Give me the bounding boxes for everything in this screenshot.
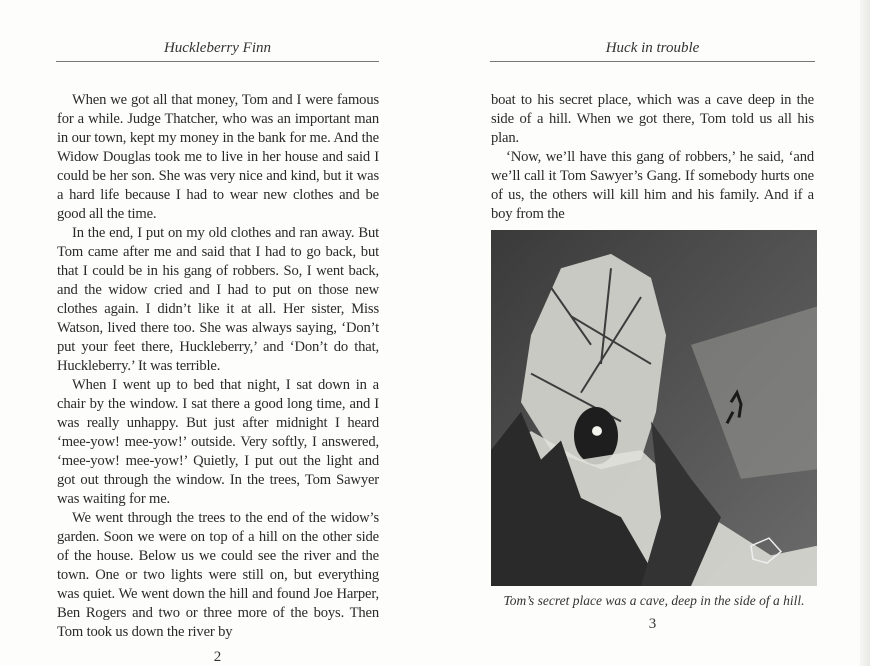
body-text — [57, 91, 379, 642]
running-head: Huckleberry Finn — [163, 40, 272, 56]
paragraph: We went through the trees to the end of the widow’s garden. Soon we were on top of a hill on the other side of the house. Below us we could see the river and the town. One or two lights were still on, but everything was quiet. We went down the hill and found Joe Harper, Ben Rogers and two or three more of the boys. Then Tom took us down the river by — [57, 510, 379, 640]
page-number: 2 — [213, 649, 222, 665]
right-page — [435, 0, 870, 666]
illustration-caption: Tom’s secret place was a cave, deep in the side of a hill. — [503, 593, 805, 608]
cave-illustration-image — [491, 230, 817, 586]
right-page-column — [491, 91, 817, 609]
header-rule — [56, 61, 379, 62]
paragraph: When I went up to bed that night, I sat down in a chair by the window. I sat there a good long time, and I was really unhappy. But just after midnight I heard ‘mee-yow! mee-yow!’ outside. Very softly, I answered, ‘mee-yow! mee-yow!’ Quietly, I put out the light and got out through the window. In the trees, Tom Sawyer was waiting for me. — [57, 377, 379, 507]
paragraph: boat to his secret place, which was a cave deep in the side of a hill. When we got there, Tom told us all his plan. — [491, 92, 814, 146]
torch-light — [592, 426, 602, 436]
running-head: Huck in trouble — [605, 40, 700, 56]
paragraph: When we got all that money, Tom and I were famous for a while. Judge Thatcher, who was an important man in our town, kept my money in the bank for me. And the Widow Douglas took me to live in her house and said I could be her son. She was very nice and kind, but it was a hard life because I had to wear new clothes and be good all the time. — [57, 92, 379, 222]
paragraph: ‘Now, we’ll have this gang of robbers,’ he said, ‘and we’ll call it Tom Sawyer’s Gang. If somebody hurts one of us, the others will kill him and his family. And if a boy from the — [491, 149, 814, 222]
page-edge — [860, 0, 870, 666]
illustration-cave — [491, 230, 817, 586]
page-number: 3 — [648, 616, 657, 632]
header-rule — [490, 61, 815, 62]
body-text — [491, 91, 814, 224]
paragraph: In the end, I put on my old clothes and ran away. But Tom came after me and said that I had to go back, but that I could be in his gang of robbers. So, I went back, and the widow cried and I had to put on those new clothes again. I didn’t like it at all. Her sister, Miss Watson, lived there too. She was always saying, ‘Don’t put your feet there, Huckleberry,’ and ‘Don’t do that, Huckleberry.’ It was terrible. — [57, 225, 379, 374]
